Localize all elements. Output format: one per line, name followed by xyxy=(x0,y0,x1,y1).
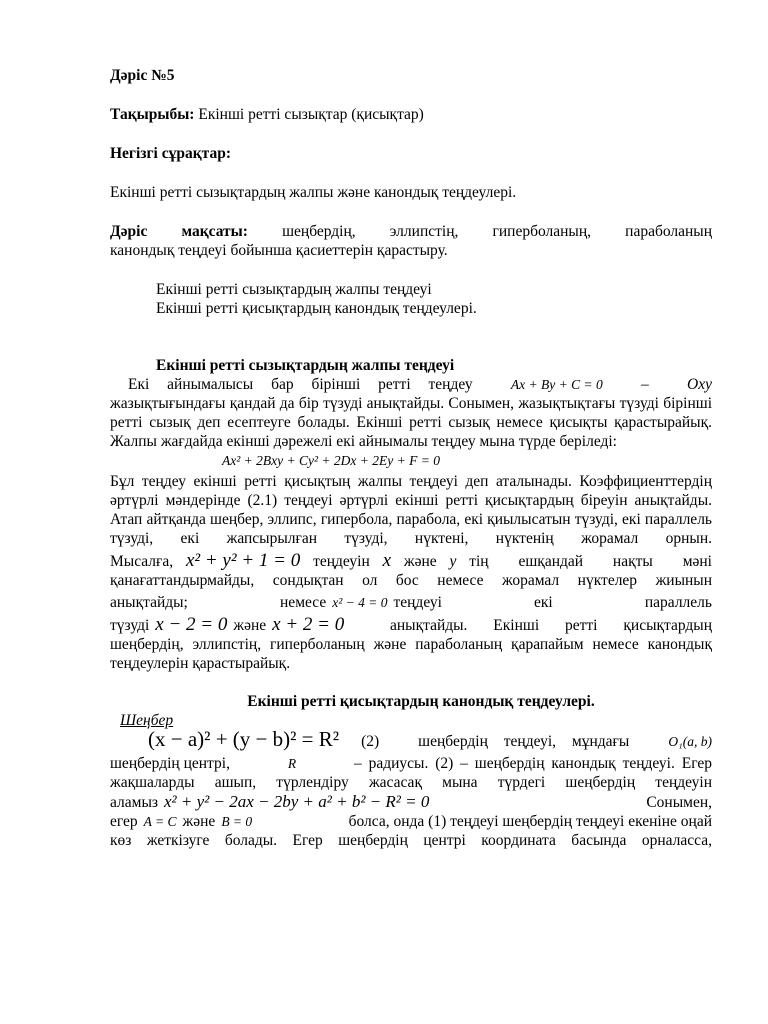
equation-general: Ax² + 2Bxy + Cy² + 2Dx + 2Ey + F = 0 xyxy=(222,453,440,468)
example-text: және xyxy=(233,617,267,634)
section2-heading: Екінші ретті қисықтардың канондық теңдеулері. xyxy=(247,693,595,710)
circle-text: аламыз xyxy=(110,794,158,811)
circle-text: және xyxy=(182,813,216,830)
example-text: теңдеуі xyxy=(393,594,442,611)
questions-text: Екінші ретті сызықтардың жалпы және канондық теңдеулері. xyxy=(110,184,517,201)
circle-text: шеңбердің центрі, xyxy=(110,755,230,772)
lecture-title: Дәріс №5 xyxy=(110,67,175,84)
variable-x: x xyxy=(382,550,392,571)
section1-text-2: Бұл теңдеу екінші ретті қисықтың жалпы теңдеуі деп аталынады. Коэффициенттердің әртүрлі мәндерінде (2.1) теңдеуі әртүрлі екінші ретті қисықтардың біреуін анықтайды. Атап айтқанда шеңбер, эллипс, гипербола, парабола, екі қиылысатын түзуді, екі параллель түзуді, екі жапсырылған түзуді, нүктені, нүктенің жорамал орнын. xyxy=(110,473,712,547)
circle-text: – радиусы. (2) – шеңбердің канондық теңдеуі. Егер xyxy=(353,755,712,772)
outline-list xyxy=(110,280,712,318)
example-text: және xyxy=(403,553,437,570)
topic-label: Тақырыбы: xyxy=(110,106,195,123)
section1-text-4: шеңбердің, эллипстің, гиперболаның және параболаның қарапайым немесе канондық теңдеулерін қарастырайық. xyxy=(110,636,712,672)
circle-group xyxy=(110,812,252,831)
questions-label: Негізгі сұрақтар: xyxy=(110,145,231,162)
example-group xyxy=(280,593,442,612)
section1-text-1: жазықтығындағы қандай да бір түзуді анықтайды. Сонымен, жазықтықтағы түзуді бірінші ретті сызық деп есептеуге болады. Екінші ретті сызық немесе қисықты қарастырайық. Жалпы жағдайда екінші дәрежелі екі айнымалы теңдеу мына түрде беріледі: xyxy=(110,395,712,450)
topic-text: Екінші ретті сызықтар (қисықтар) xyxy=(198,106,424,123)
example-group xyxy=(110,615,344,635)
circle-text: Сонымен, xyxy=(646,794,712,811)
circle-line-5 xyxy=(110,812,712,831)
dash: – xyxy=(641,376,649,393)
example-text: параллель xyxy=(644,594,712,611)
section1-heading: Екінші ретті сызықтардың жалпы теңдеуі xyxy=(156,357,455,374)
equation-expanded: x² + y² − 2ax − 2by + a² + b² − R² = 0 xyxy=(163,792,430,811)
circle-equation-line xyxy=(110,727,712,751)
goal-label: Дәріс мақсаты: xyxy=(110,223,248,240)
circle-text-6: көз жеткізуге болады. Егер шеңбердің центрі координата басында орналасса, xyxy=(110,832,712,849)
equation-example-2: x² − 4 = 0 xyxy=(332,595,388,610)
equation-example-4: x + 2 = 0 xyxy=(272,614,345,635)
equation-example-1: x² + y² + 1 = 0 xyxy=(185,550,301,571)
circle-text: болса, онда (1) теңдеуі шеңбердің теңдеуі екеніне оңай xyxy=(348,813,712,830)
example-text: тің ешқандай нақты мәні xyxy=(469,553,712,570)
equation-example-3: x − 2 = 0 xyxy=(155,614,228,635)
circle-text-3: жақшаларды ашып, түрлендіру жасасақ мына түрдегі шеңбердің теңдеуін xyxy=(110,774,712,791)
circle-text: шеңбердің теңдеуі, мұндағы xyxy=(418,733,630,750)
example-line-1 xyxy=(110,551,712,571)
outline-item: Екінші ретті қисықтардың канондық теңдеулері. xyxy=(156,300,477,317)
equation-center: O₁(a, b) xyxy=(668,734,712,749)
equation-general-line xyxy=(110,451,712,470)
example-start: Мысалға, xyxy=(110,553,174,570)
goal-block xyxy=(110,222,712,260)
example-text: немесе xyxy=(280,594,327,611)
equation-number: (2) xyxy=(361,733,380,750)
example-text: теңдеуін xyxy=(313,553,370,570)
goal-text-1: шеңбердің, эллипстің, гиперболаның, параболаның xyxy=(282,223,713,240)
example-text: анықтайды. Екінші ретті қисықтардың xyxy=(389,617,712,634)
section1-line-1 xyxy=(110,375,712,394)
equation-b-zero: B = 0 xyxy=(221,814,253,829)
outline-item: Екінші ретті сызықтардың жалпы теңдеуі xyxy=(156,281,432,298)
variable-R: R xyxy=(287,756,297,771)
circle-equation-tail xyxy=(361,732,712,751)
axes-label: Oxy xyxy=(687,376,712,393)
equation-a-equals-c: A = C xyxy=(143,814,177,829)
example-line-2 xyxy=(110,593,712,612)
topic-line xyxy=(110,105,712,124)
circle-text: егер xyxy=(110,813,138,830)
section1-text-3: қанағаттандырмайды, сондықтан ол бос немесе жорамал нүктелер жиынын xyxy=(110,572,712,589)
example-text: екі xyxy=(534,594,553,611)
equation-circle: (x − a)² + (y − b)² = R² xyxy=(148,727,340,751)
circle-label-text: Шеңбер xyxy=(120,712,174,729)
section1-line-start: Екі айнымалысы бар бірінші ретті теңдеу xyxy=(128,376,473,393)
goal-line-2: канондық теңдеуі бойынша қасиеттерін қарастыру. xyxy=(110,242,448,259)
example-text: түзуді xyxy=(110,617,150,634)
equation-linear: Ax + By + C = 0 xyxy=(510,377,603,392)
circle-line-4 xyxy=(110,792,712,812)
example-line-3 xyxy=(110,615,712,635)
circle-group xyxy=(110,792,429,812)
example-text: анықтайды; xyxy=(110,594,188,611)
goal-line-1 xyxy=(110,222,712,241)
circle-line-2 xyxy=(110,754,712,773)
variable-y: y xyxy=(449,553,457,570)
